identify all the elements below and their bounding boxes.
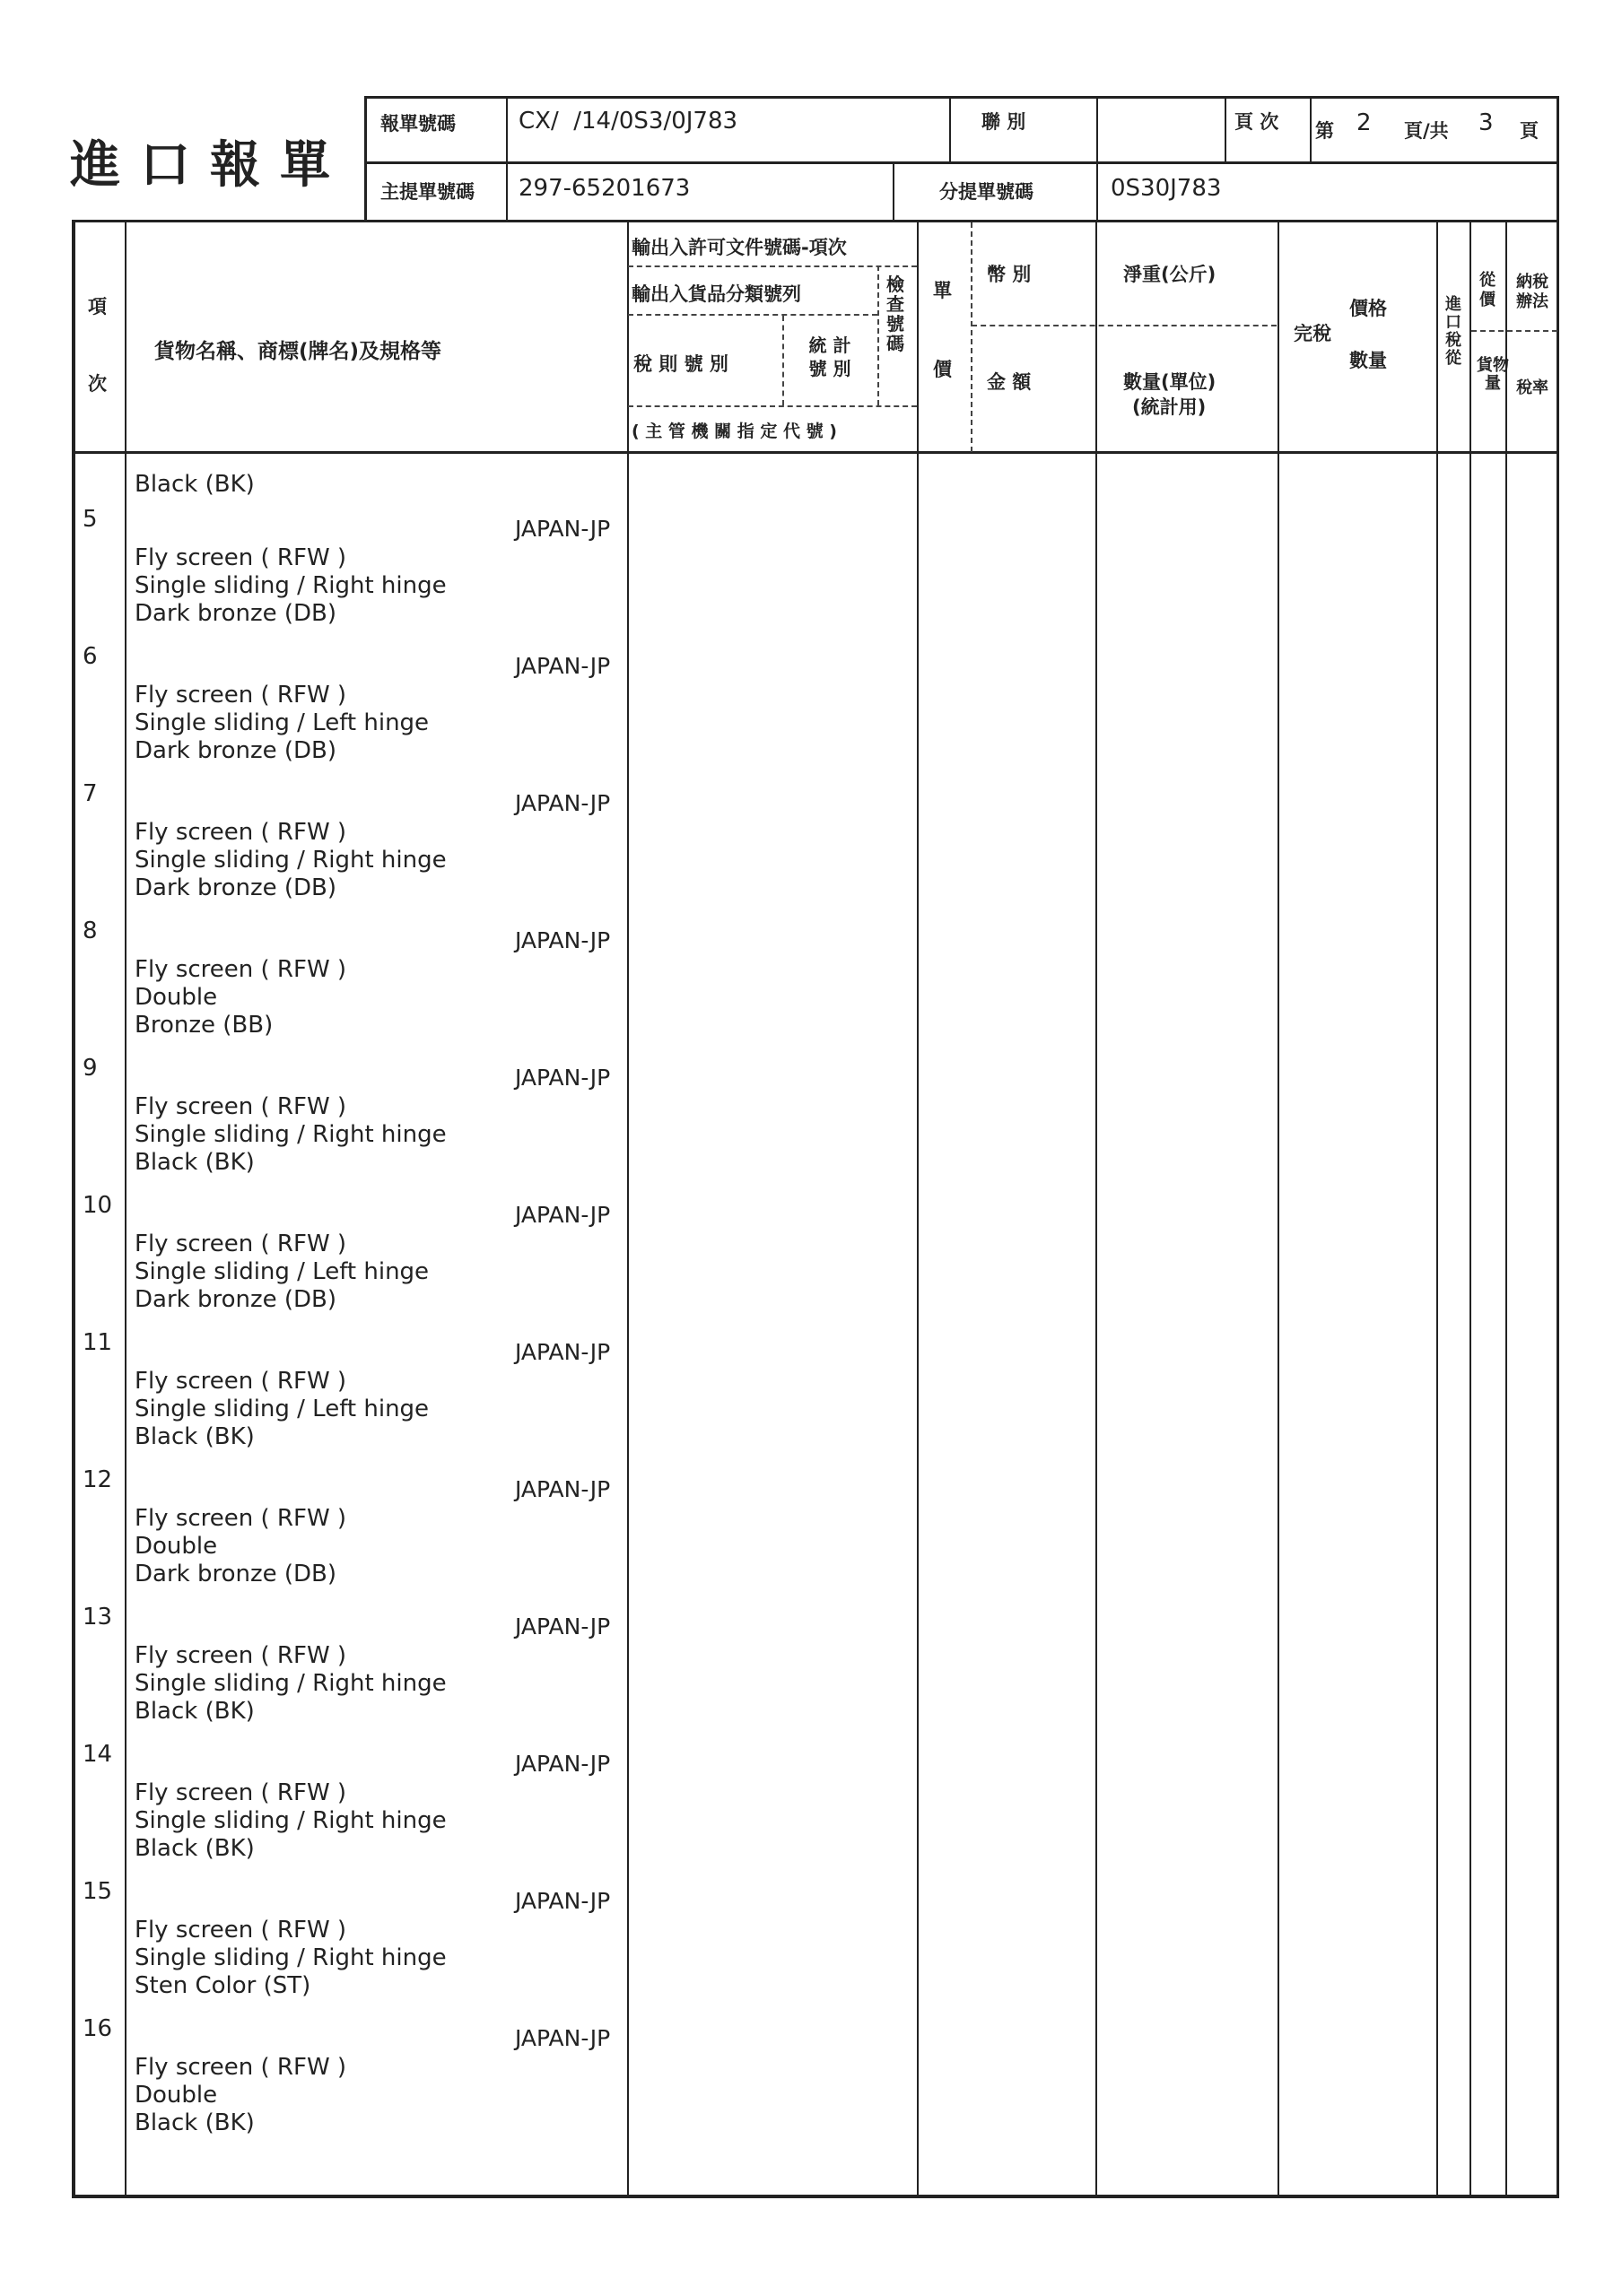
col-line-tariff	[917, 220, 919, 2196]
dash-permit	[628, 265, 917, 267]
header-div-5	[1310, 96, 1312, 162]
item-16-line-1: Double	[135, 2082, 218, 2109]
col-unit-price-bottom: 價	[933, 359, 952, 380]
item-15-line-0: Fly screen ( RFW )	[135, 1917, 347, 1944]
item-0-line-0: Black (BK)	[135, 471, 255, 498]
page-current: 2	[1356, 109, 1372, 136]
item-5-origin: JAPAN-JP	[515, 516, 611, 542]
item-7-no: 7	[83, 780, 98, 807]
col-item-top: 項	[88, 296, 107, 317]
col-stat-top: 統 計	[808, 335, 851, 356]
page-total: 3	[1478, 109, 1494, 136]
item-9-line-1: Single sliding / Right hinge	[135, 1121, 447, 1148]
col-authority: ( 主 管 機 關 指 定 代 號 )	[632, 422, 837, 441]
item-6-line-0: Fly screen ( RFW )	[135, 682, 347, 709]
col-duty-paid: 完稅	[1294, 323, 1331, 344]
col-line-import	[1469, 220, 1471, 2196]
item-6-line-1: Single sliding / Left hinge	[135, 709, 430, 736]
item-16-origin: JAPAN-JP	[515, 2025, 611, 2051]
col-line-goods	[627, 220, 629, 2196]
item-8-no: 8	[83, 918, 98, 944]
item-11-line-1: Single sliding / Left hinge	[135, 1396, 430, 1422]
item-14-line-1: Single sliding / Right hinge	[135, 1807, 447, 1834]
col-qty: 數量	[1349, 350, 1387, 371]
item-13-line-0: Fly screen ( RFW )	[135, 1642, 347, 1669]
item-14-line-0: Fly screen ( RFW )	[135, 1779, 347, 1806]
vdash-unitprice	[971, 222, 972, 452]
item-15-no: 15	[83, 1878, 113, 1905]
col-price: 價格	[1349, 298, 1387, 319]
item-7-line-0: Fly screen ( RFW )	[135, 819, 347, 846]
item-16-line-2: Black (BK)	[135, 2109, 255, 2136]
item-9-line-0: Fly screen ( RFW )	[135, 1093, 347, 1120]
item-7-line-1: Single sliding / Right hinge	[135, 847, 447, 874]
item-7-line-2: Dark bronze (DB)	[135, 874, 337, 901]
copy-label: 聯 別	[981, 111, 1026, 133]
page-label: 頁 次	[1234, 111, 1279, 133]
col-net-weight: 淨重(公斤)	[1123, 264, 1216, 285]
declaration-no-label: 報單號碼	[380, 113, 456, 135]
page-suffix: 頁	[1520, 120, 1539, 142]
col-quantity-stat: (統計用)	[1132, 396, 1207, 418]
col-permit: 輸出入許可文件號碼-項次	[632, 237, 847, 258]
col-quantity: 數量(單位)	[1123, 371, 1216, 393]
item-9-line-2: Black (BK)	[135, 1149, 255, 1176]
house-bl-label: 分提單號碼	[939, 181, 1033, 203]
vdash-stat	[782, 316, 784, 405]
master-bl-label: 主提單號碼	[380, 181, 475, 203]
header-left-border	[364, 96, 367, 222]
dash-authority	[628, 405, 917, 407]
dash-currency	[972, 325, 1277, 326]
page-prefix: 第	[1315, 120, 1334, 142]
form-title: 進口報單	[70, 136, 350, 195]
item-5-line-0: Fly screen ( RFW )	[135, 544, 347, 571]
item-10-line-2: Dark bronze (DB)	[135, 1286, 337, 1313]
item-5-line-2: Dark bronze (DB)	[135, 600, 337, 627]
item-12-origin: JAPAN-JP	[515, 1476, 611, 1502]
item-5-no: 5	[83, 506, 98, 533]
header-div-3	[1096, 96, 1098, 222]
header-div-6	[893, 162, 894, 222]
declaration-no-value: CX/ /14/0S3/0J783	[519, 108, 738, 135]
item-8-line-1: Double	[135, 984, 218, 1011]
item-14-origin: JAPAN-JP	[515, 1751, 611, 1777]
item-11-origin: JAPAN-JP	[515, 1339, 611, 1365]
col-stat-bottom: 號 別	[808, 358, 851, 379]
header-div-4	[1225, 96, 1226, 162]
col-ad-valorem: 從價	[1479, 271, 1496, 309]
house-bl-value: 0S30J783	[1111, 175, 1222, 202]
item-13-origin: JAPAN-JP	[515, 1613, 611, 1639]
col-goods: 貨物名稱、商標(牌名)及規格等	[154, 340, 442, 363]
item-12-line-1: Double	[135, 1533, 218, 1560]
item-5-line-1: Single sliding / Right hinge	[135, 572, 447, 599]
item-12-no: 12	[83, 1466, 113, 1493]
item-10-line-0: Fly screen ( RFW )	[135, 1231, 347, 1257]
table-right-border	[1557, 220, 1559, 2198]
item-12-line-2: Dark bronze (DB)	[135, 1561, 337, 1587]
item-12-line-0: Fly screen ( RFW )	[135, 1505, 347, 1532]
item-9-origin: JAPAN-JP	[515, 1065, 611, 1091]
table-header-bottom	[72, 451, 1559, 454]
dash-classification	[628, 314, 877, 316]
item-7-origin: JAPAN-JP	[515, 790, 611, 816]
col-unit-price-top: 單	[933, 280, 952, 301]
item-6-line-2: Dark bronze (DB)	[135, 737, 337, 764]
item-14-no: 14	[83, 1741, 113, 1768]
item-10-no: 10	[83, 1192, 113, 1219]
item-6-origin: JAPAN-JP	[515, 653, 611, 679]
table-top-border	[72, 220, 1559, 222]
master-bl-value: 297-65201673	[519, 175, 691, 202]
item-11-line-2: Black (BK)	[135, 1423, 255, 1450]
item-15-origin: JAPAN-JP	[515, 1888, 611, 1914]
col-import-tax: 進口稅從	[1445, 295, 1461, 368]
col-tax-rate: 稅率	[1516, 378, 1548, 397]
item-15-line-1: Single sliding / Right hinge	[135, 1944, 447, 1971]
item-13-line-2: Black (BK)	[135, 1698, 255, 1725]
col-goods-qty: 貨物量	[1477, 356, 1509, 393]
header-mid-border	[364, 161, 1559, 164]
item-6-no: 6	[83, 643, 98, 670]
col-inspect: 檢查號碼	[886, 274, 904, 354]
vdash-inspect	[877, 265, 879, 405]
item-13-line-1: Single sliding / Right hinge	[135, 1670, 447, 1697]
item-13-no: 13	[83, 1604, 113, 1631]
col-line-item	[125, 220, 126, 2196]
item-11-line-0: Fly screen ( RFW )	[135, 1368, 347, 1395]
col-classification: 輸出入貨品分類號列	[632, 283, 801, 305]
item-9-no: 9	[83, 1055, 98, 1082]
header-div-2	[949, 96, 951, 162]
col-line-amount	[1095, 220, 1097, 2196]
col-tariff-no: 稅 則 號 別	[633, 353, 728, 375]
item-11-no: 11	[83, 1329, 113, 1356]
col-amount: 金 額	[987, 371, 1032, 393]
item-15-line-2: Sten Color (ST)	[135, 1972, 311, 1999]
item-14-line-2: Black (BK)	[135, 1835, 255, 1862]
header-top-border	[364, 96, 1559, 99]
col-currency: 幣 別	[987, 264, 1032, 285]
page-mid: 頁/共	[1404, 120, 1449, 142]
dash-tax	[1471, 330, 1557, 332]
col-line-qty	[1278, 220, 1279, 2196]
col-item-bottom: 次	[88, 373, 107, 395]
item-16-no: 16	[83, 2015, 113, 2042]
table-bottom-border	[72, 2195, 1559, 2198]
item-8-origin: JAPAN-JP	[515, 927, 611, 953]
header-right-border	[1557, 96, 1559, 222]
header-div-1	[506, 96, 508, 222]
table-left-border	[72, 220, 75, 2198]
item-8-line-0: Fly screen ( RFW )	[135, 956, 347, 983]
col-line-advalorem	[1505, 220, 1507, 2196]
col-tax-method: 納稅辦法	[1516, 273, 1548, 311]
item-16-line-0: Fly screen ( RFW )	[135, 2054, 347, 2081]
item-10-line-1: Single sliding / Left hinge	[135, 1258, 430, 1285]
item-10-origin: JAPAN-JP	[515, 1202, 611, 1228]
col-line-price	[1436, 220, 1438, 2196]
item-8-line-2: Bronze (BB)	[135, 1012, 274, 1039]
